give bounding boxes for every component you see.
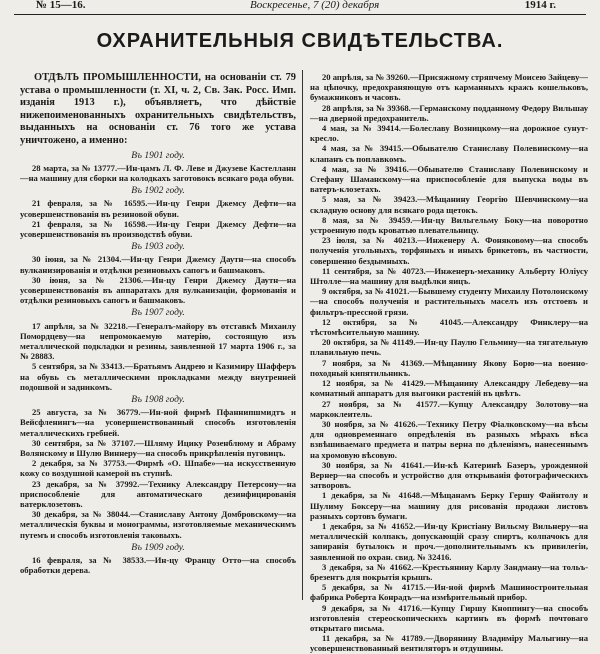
year-heading: Въ 1908 году. bbox=[131, 395, 185, 406]
certificate-entry: 3 декабря, за № 41662.—Крестьянину Карлу Зандману—на тольъ-брезентъ для покрытія крышъ. bbox=[310, 561, 588, 582]
certificate-entry: 12 ноября, за № 41429.—Мѣщанину Александру Лебедеву—на комнатный аппаратъ для выгонки растеній въ цвѣтъ. bbox=[310, 378, 588, 399]
left-column bbox=[20, 72, 296, 600]
issue-date: Воскресенье, 7 (20) декабря bbox=[250, 0, 380, 11]
certificate-entry: 23 іюля, за № 40213.—Инженеру А. Фоняковому—на способъ полученія угольныхъ, торфяныхъ и иныхъ брикетовъ, въ частности, совершенно бездымныхъ. bbox=[310, 235, 588, 266]
certificate-entry: 21 февраля, за № 16595.—Ин-цу Генри Джемсу Дефти—на усовершенствованія въ резиновой обуви. bbox=[20, 198, 296, 219]
certificate-entry: 28 марта, за № 13777.—Ин-цамъ Л. Ф. Леве и Джузеве Кастелланн—на машину для сборки на колодкахъ заготовокъ всякаго рода обуви. bbox=[20, 162, 296, 183]
certificate-entry: 30 сентября, за № 37107.—Шляму Ицику Розенблюму и Абраму Волянскому и Шулю Виннеру—на способъ прикрѣпленія пуговицъ. bbox=[20, 437, 296, 459]
certificate-entry: 4 мая, за № 39414.—Болеславу Возницкому—на дорожное сунут-кресло. bbox=[310, 123, 588, 144]
certificate-entry: 9 декабря, за № 41716.—Купцу Гиршу Кноппингу—на способъ изготовленія стереоскопическихъ картинъ въ формѣ почтоваго открытаго письма. bbox=[310, 602, 588, 633]
year-heading: Въ 1909 году. bbox=[131, 542, 185, 553]
certificate-entry: 4 мая, за № 39415.—Обывателю Станиславу Полевинскому—на клапанъ съ поплавкомъ. bbox=[310, 143, 588, 164]
certificate-entry: 1 декабря, за № 41648.—Мѣщанамъ Берку Гершу Файнтолу и Шулиму Боксеру—на машину для рисованія продажи листовъ разныхъ сортовъ бумаги. bbox=[310, 490, 588, 521]
section-title: ОХРАНИТЕЛЬНЫЯ СВИДѢТЕЛЬСТВА. bbox=[96, 30, 504, 52]
certificate-entry: 7 ноября, за № 41369.—Мѣщанину Якову Борю—на военно-походный кипятильникъ. bbox=[310, 357, 588, 378]
certificate-entry: 5 мая, за № 39423.—Мѣщанину Георгію Шевчинскому—на складную основу для всякаго рода щетокъ. bbox=[310, 194, 588, 215]
certificate-entry: 2 декабря, за № 37753.—Фирмѣ «О. Шпабе»—на искусственную кожу со воздушной камерой въ ступнѣ. bbox=[20, 458, 296, 479]
certificate-entry: 12 октября, за № 41045.—Александру Финклеру—на тѣстомѣсительную машину. bbox=[310, 316, 588, 338]
year-heading: Въ 1901 году. bbox=[131, 150, 185, 161]
certificate-entry: 30 декабря, за № 38044.—Станиславу Антону Домбровскому—на металлическія буквы и монограммы, изготовляемые механическимъ путемъ и способъ изготовленія таковыхъ. bbox=[20, 509, 296, 540]
certificate-entry: 11 сентября, за № 40723.—Инженеръ-механику Альберту Юліусу Штолле—на машину для выдѣлки яицъ. bbox=[310, 265, 588, 287]
certificate-entry: 30 ноября, за № 41641.—Ин-кѣ Катеринѣ Базеръ, урожденной Вернер—на способъ и устройство для открыванія фотографическихъ затворовъ. bbox=[310, 459, 588, 491]
certificate-entry: 11 декабря, за № 41789.—Дворянину Владиміру Малыгину—на усовершенствованный вентиляторъ и отдушины. bbox=[310, 633, 588, 654]
intro-paragraph: ОТДѢЛЪ ПРОМЫШЛЕННОСТИ, на основаніи ст. 79 устава о промышленности (т. XI, ч. 2, Св. Зак. Росс. Имп. изданія 1913 г.), объявляетъ, что дѣйствіе нижепоименованныхъ охранительныхъ свидѣтельствъ, выданныхъ на основаніи ст. 76 того же устава уничтожено, а именно: bbox=[20, 72, 296, 146]
certificate-entry: 4 мая, за № 39416.—Обывателю Станиславу Полевинскому и Стефану Шаманскому—на приспособленіе для выпуска воды въ ватеръ-клозетахъ. bbox=[310, 163, 588, 195]
certificate-entry: 17 апрѣля, за № 32218.—Генералъ-майору въ отставкѣ Михаилу Помордцеву—на непромокаемую матерію, состоящую изъ металлической подкладки и резины, заявленной 17 марта 1906 г., за № 28883. bbox=[20, 320, 296, 362]
certificate-entry: 21 февраля, за № 16598.—Ин-цу Генри Джемсу Дефти—на усовершенствованія въ производствѣ обуви. bbox=[20, 218, 296, 239]
right-column bbox=[310, 72, 588, 654]
certificate-entry: 1 декабря, за № 41652.—Ин-цу Кристіану Вильсму Вильнеру—на металлическій колпакъ, допускающій сразу спиртъ, колпачокъ для запиранія бутылокъ и проч.—дополнительнымъ къ привилегіи, заявленной по охран. свид. № 32416. bbox=[310, 520, 588, 562]
certificate-entry: 27 ноября, за № 41577.—Купцу Александру Золотову—на маркоклеитель. bbox=[310, 398, 588, 419]
certificate-entry: 23 декабря, за № 37992.—Технику Александру Петерсону—на приспособленіе для автоматическаго дезинфицированія ватерклозетовъ. bbox=[20, 478, 296, 510]
certificate-entry: 25 августа, за № 36779.—Ин-ной фирмѣ Пфаннипшмидтъ и Вейсфленингъ—на усовершенствованный способъ изготовленія металлическихъ гребней. bbox=[20, 407, 296, 438]
year-heading: Въ 1903 году. bbox=[131, 242, 185, 253]
certificate-entry: 8 мая, за № 39459.—Ин-цу Вильгельму Боку—на поворотно устроенную подъ кроватью плевательницу. bbox=[310, 214, 588, 236]
certificate-entry: 30 іюня, за № 21304.—Ин-цу Генри Джемсу Даутн—на способъ вулканизированія и отдѣлки резиновыхъ сапогъ и башмаковъ. bbox=[20, 254, 296, 275]
certificate-entry: 28 апрѣля, за № 39368.—Германскому подданному Федору Вильшау—на дверной предохранитель. bbox=[310, 102, 588, 123]
column-divider bbox=[302, 70, 303, 600]
certificate-entry: 16 февраля, за № 38533.—Ин-цу Францу Отто—на способъ обработки дерева. bbox=[20, 555, 296, 576]
certificate-entry: 30 іюня, за № 21306.—Ин-цу Генри Джемсу Даутн—на усовершенствованія въ аппаратахъ для вулканизаціи, формованія и отдѣлки резиновыхъ сапогъ и башмаковъ. bbox=[20, 274, 296, 306]
certificate-entry: 30 ноября, за № 41626.—Технику Петру Фіалковскому—на вѣсы для одновременнаго опредѣленія въ разныхъ мѣрахъ вѣса взвѣшиваемаго предмета и патры верна по дѣленіямъ, нанесеннымъ на хромовую вѣсовую. bbox=[310, 418, 588, 460]
certificate-entry: 9 октября, за № 41021.—Бывшему студенту Михаилу Потолонскому—на способъ полученія и растительныхъ маселъ изъ отстоевъ и фильтръ-прессной грязи. bbox=[310, 286, 588, 317]
certificate-entry: 5 сентября, за № 33413.—Братьямъ Андрею и Казимиру Шафферъ на обувь съ металлическими прокладками между внутренней подошвой и задникомъ. bbox=[20, 361, 296, 392]
year-heading: Въ 1902 году. bbox=[131, 186, 185, 197]
issue-number: № 15—16. bbox=[36, 0, 86, 11]
year-heading: Въ 1907 году. bbox=[131, 308, 185, 319]
certificate-entry: 5 декабря, за № 41715.—Ин-ной фирмѣ Машиностроительная фабрика Роберта Конрадъ—на измѣрительный прибор. bbox=[310, 582, 588, 603]
certificate-entry: 20 октября, за № 41149.—Ин-цу Паулю Гельмину—на тягательную плавильную печь. bbox=[310, 337, 588, 358]
certificate-entry: 20 апрѣля, за № 39260.—Присяжному стряпчему Моисею Зайцеву—на цѣпочку, предохраняющую отъ карманныхъ кражъ кошельковъ, бумажниковъ и часовъ. bbox=[310, 72, 588, 103]
running-head bbox=[14, 0, 586, 15]
issue-year: 1914 г. bbox=[524, 0, 556, 11]
